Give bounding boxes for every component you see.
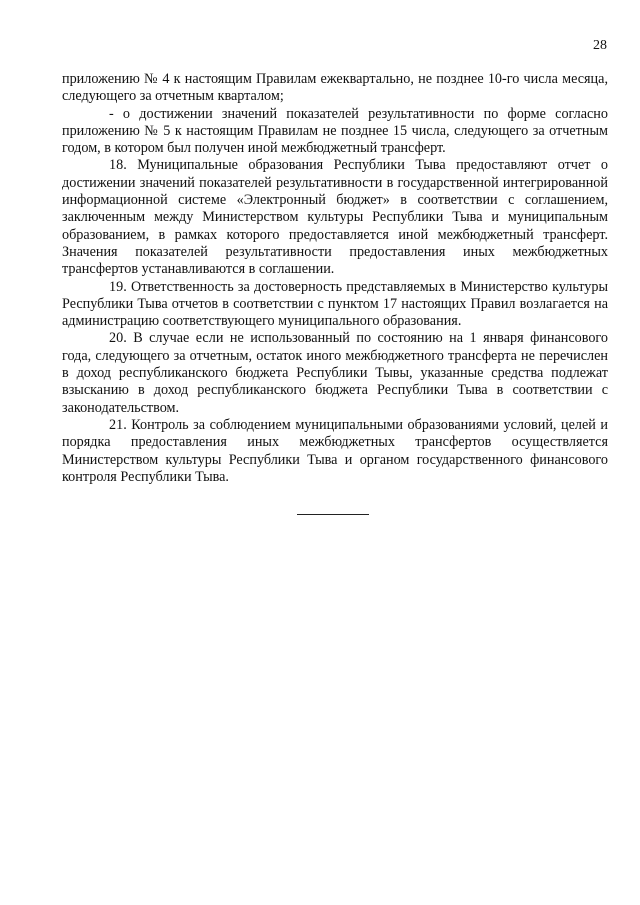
paragraph-item-18: 18. Муниципальные образования Республики Тыва предоставляют отчет о достижении значений показателей результативности в государственной интегрированной информационной системе «Электронный бюджет» в соответствии с соглашением, заключенным между Министерством культуры Республики Тыва и муниципальным образованием, в рамках которого предоставляется иной межбюджетный трансферт. Значения показателей результативности предоставления иных межбюджетных трансфертов устанавливаются в соглашении. (62, 157, 608, 278)
document-body (62, 71, 608, 486)
paragraph-item-20: 20. В случае если не использованный по состоянию на 1 января финансового года, следующего за отчетным, остаток иного межбюджетного трансферта не перечислен в доход республиканского бюджета Республики Тывы, указанные средства подлежат взысканию в доход республиканского бюджета Республики Тыва в соответствии с законодательством. (62, 330, 608, 416)
paragraph-report-indicators: - о достижении значений показателей результативности по форме согласно приложению № 5 к настоящим Правилам не позднее 15 числа, следующего за отчетным годом, в котором был получен иной межбюджетный трансферт. (62, 105, 608, 157)
page-number: 28 (593, 38, 607, 53)
end-of-document-rule (297, 514, 369, 515)
paragraph-item-19: 19. Ответственность за достоверность представляемых в Министерство культуры Республики Тыва отчетов в соответствии с пунктом 17 настоящих Правил возлагается на администрацию соответствующего муниципального образования. (62, 278, 608, 330)
paragraph-item-21: 21. Контроль за соблюдением муниципальными образованиями условий, целей и порядка предоставления иных межбюджетных трансфертов осуществляется Министерством культуры Республики Тыва и органом государственного финансового контроля Республики Тыва. (62, 416, 608, 485)
paragraph-report-quarterly: приложению № 4 к настоящим Правилам ежеквартально, не позднее 10-го числа месяца, следующего за отчетным кварталом; (62, 71, 608, 105)
